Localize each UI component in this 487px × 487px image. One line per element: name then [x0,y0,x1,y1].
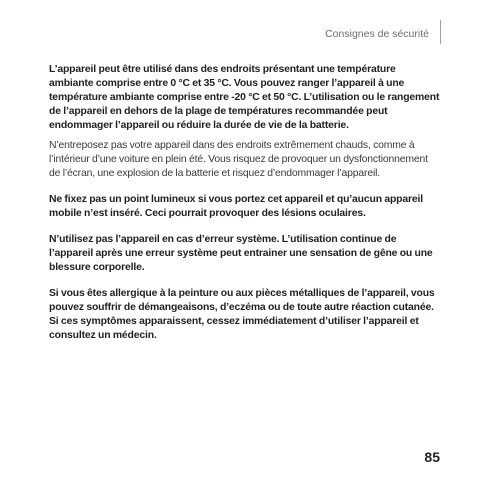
page-content [49,63,441,343]
paragraph-temperature-range: L’appareil peut être utilisé dans des endroits présentant une température ambiante comprise entre 0 °C et 35 °C. Vous pouvez ranger l’appareil à une température ambiante comprise entre -20 °C et 50 °C. L’utilisation ou le rangement de l’appareil en dehors de la plage de températures recommandée peut endommager l’appareil ou réduire la durée de vie de la batterie. [49,64,440,131]
paragraph-hot-storage: N’entreposez pas votre appareil dans des endroits extrêmement chauds, comme à l’intérieur d’une voiture en plein été. Vous risquez de provoquer un dysfonctionnement de l’écran, une explosion de la batterie et risquez d’endommager l’appareil. [49,140,428,179]
paragraph-system-error: N’utilisez pas l’appareil en cas d’erreur système. L’utilisation continue de l’appareil après une erreur système peut entrainer une sensation de gêne ou une blessure corporelle. [49,234,433,273]
section-title: Consignes de sécurité [325,28,429,40]
paragraph-bright-light: Ne fixez pas un point lumineux si vous portez cet appareil et qu’aucun appareil mobile n’est inséré. Ceci pourrait provoquer des lésions oculaires. [49,194,423,219]
paragraph-allergy: Si vous êtes allergique à la peinture ou aux pièces métalliques de l’appareil, vous pouvez souffrir de démangeaisons, d’eczéma ou de toute autre réaction cutanée. Si ces symptômes apparaissent, cessez immédiatement d’utiliser l’appareil et consultez un médecin. [49,288,435,341]
page-number: 85 [424,449,440,465]
header-divider [440,20,441,44]
